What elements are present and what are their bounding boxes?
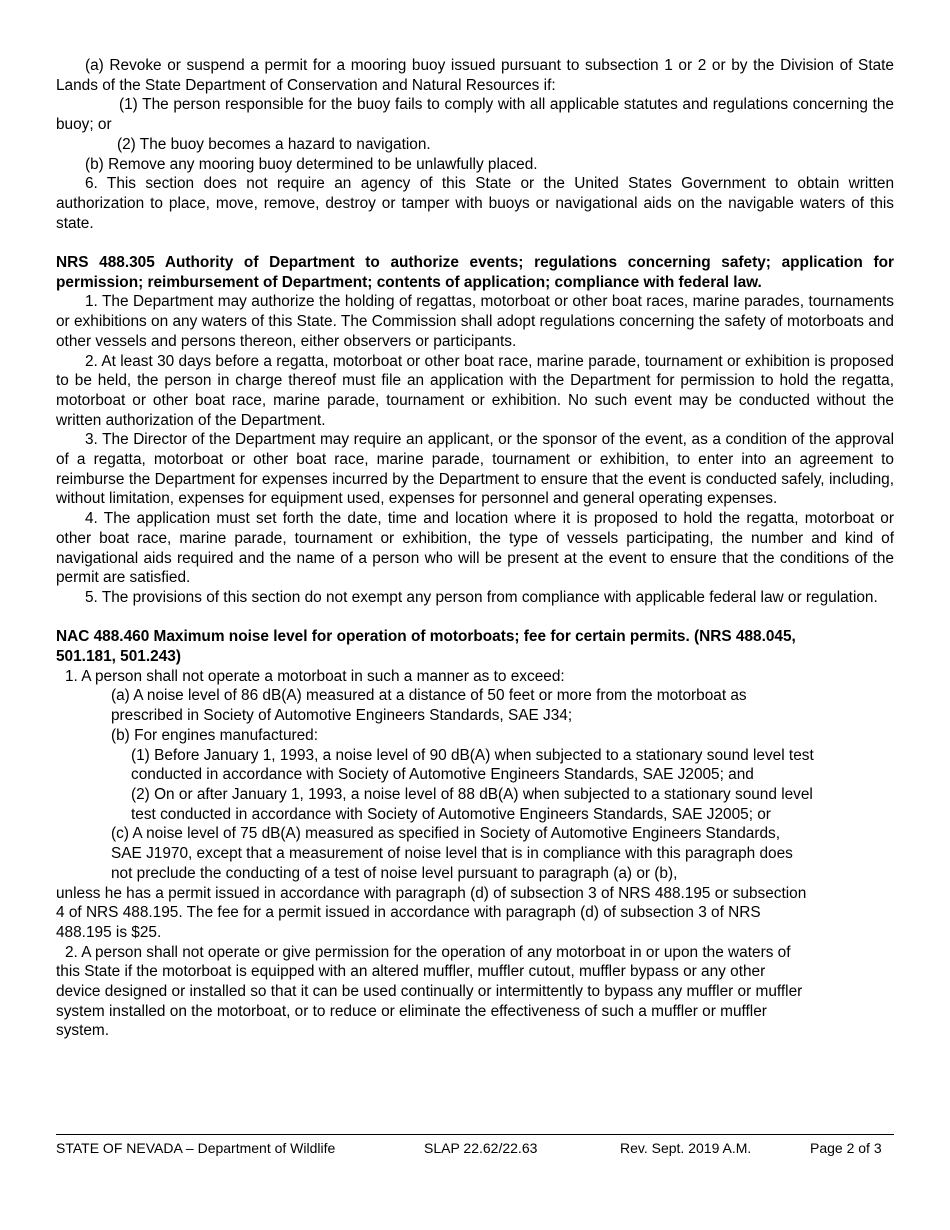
nac-item-c-line1: (c) A noise level of 75 dB(A) measured as specified in Society of Automotive Engineers Standards, bbox=[111, 825, 780, 843]
paragraph-a1: (1) The person responsible for the buoy fails to comply with all applicable statutes and regulations concerning the buoy; or bbox=[56, 96, 894, 134]
nac-item-b2-line1: (2) On or after January 1, 1993, a noise level of 88 dB(A) when subjected to a stationary sound level bbox=[131, 785, 813, 803]
nac-subsection-1: 1. A person shall not operate a motorboat in such a manner as to exceed: bbox=[65, 667, 565, 685]
paragraph-a: (a) Revoke or suspend a permit for a mooring buoy issued pursuant to subsection 1 or 2 or by the Division of State Lands of the State Department of Conservation and Natural Resources if: bbox=[56, 57, 894, 94]
paragraph-a2: (2) The buoy becomes a hazard to navigation. bbox=[117, 135, 431, 153]
nac-unless-line3: 488.195 is $25. bbox=[56, 923, 162, 941]
nac-unless-line2: 4 of NRS 488.195. The fee for a permit issued in accordance with paragraph (d) of subsection 3 of NRS bbox=[56, 904, 761, 922]
footer-revision: Rev. Sept. 2019 A.M. bbox=[620, 1140, 752, 1156]
nac-item-c-line3: not preclude the conducting of a test of noise level pursuant to paragraph (a) or (b), bbox=[111, 864, 678, 882]
nac-item-b: (b) For engines manufactured: bbox=[111, 726, 319, 744]
paragraph-b: (b) Remove any mooring buoy determined to be unlawfully placed. bbox=[85, 155, 538, 173]
nrs-paragraph-3: 3. The Director of the Department may require an applicant, or the sponsor of the event, as a condition of the approval of a regatta, motorboat or other boat race, marine parade, tournament or exhibition, to enter into an agreement to reimburse the Department for expenses incurred by the Department to ensure that the event is conducted safely, including, without limitation, expenses for equipment used, expenses for personnel and general operating expenses. bbox=[56, 431, 894, 508]
nrs-paragraph-5: 5. The provisions of this section do not exempt any person from compliance with applicable federal law or regulation. bbox=[85, 588, 878, 606]
document-body bbox=[56, 56, 894, 1041]
nrs-paragraph-4: 4. The application must set forth the date, time and location where it is proposed to hold the regatta, motorboat or other boat race, marine parade, tournament or exhibition, the type of vessels participating, the number and kind of navigational aids required and the name of a person who will be present at the event to ensure that the conditions of the permit are satisfied. bbox=[56, 510, 894, 587]
nac-item-a-line2: prescribed in Society of Automotive Engineers Standards, SAE J34; bbox=[111, 707, 573, 725]
footer-page-number: Page 2 of 3 bbox=[810, 1140, 882, 1156]
nac-item-a-line1: (a) A noise level of 86 dB(A) measured at a distance of 50 feet or more from the motorboat as bbox=[111, 687, 747, 705]
footer-agency: STATE OF NEVADA – Department of Wildlife bbox=[56, 1140, 336, 1156]
nrs-paragraph-2: 2. At least 30 days before a regatta, motorboat or other boat race, marine parade, tournament or exhibition is proposed to be held, the person in charge thereof must file an application with the Department for permission to hold the regatta, motorboat or other boat race, marine parade, tournament or exhibition. No such event may be conducted without the written authorization of the Department. bbox=[56, 352, 894, 429]
footer-code: SLAP 22.62/22.63 bbox=[424, 1140, 538, 1156]
nac-heading-line1: NAC 488.460 Maximum noise level for operation of motorboats; fee for certain permits. (NRS 488.045, bbox=[56, 628, 796, 646]
page-footer bbox=[56, 1134, 894, 1156]
nac-unless-line1: unless he has a permit issued in accordance with paragraph (d) of subsection 3 of NRS 488.195 or subsection bbox=[56, 884, 807, 902]
nac-subsection-2-line3: device designed or installed so that it can be used continually or intermittently to bypass any muffler or muffler bbox=[56, 983, 803, 1001]
nac-subsection-2-line4: system installed on the motorboat, or to reduce or eliminate the effectiveness of such a muffler or muffler bbox=[56, 1002, 767, 1020]
nac-item-b1-line2: conducted in accordance with Society of Automotive Engineers Standards, SAE J2005; and bbox=[131, 766, 754, 784]
nac-heading bbox=[56, 627, 894, 666]
nrs-paragraph-1: 1. The Department may authorize the holding of regattas, motorboat or other boat races, marine parades, tournaments or exhibitions on any waters of this State. The Commission shall adopt regulations concerning the safety of motorboats and other vessels and persons thereon, either observers or participants. bbox=[56, 293, 894, 350]
nrs-heading: NRS 488.305 Authority of Department to authorize events; regulations concerning safety; application for permission; reimbursement of Department; contents of application; compliance with federal law. bbox=[56, 254, 894, 291]
nac-subsection-2-line2: this State if the motorboat is equipped with an altered muffler, muffler cutout, muffler bypass or any other bbox=[56, 963, 766, 981]
nac-subsection-2-line5: system. bbox=[56, 1022, 110, 1040]
nac-item-b2-line2: test conducted in accordance with Society of Automotive Engineers Standards, SAE J2005; or bbox=[131, 805, 771, 823]
nac-item-c-line2: SAE J1970, except that a measurement of noise level that is in compliance with this paragraph does bbox=[111, 845, 793, 863]
nac-heading-line2: 501.181, 501.243) bbox=[56, 648, 181, 666]
paragraph-6: 6. This section does not require an agency of this State or the United States Government to obtain written authorization to place, move, remove, destroy or tamper with buoys or navigational aids on the navigable waters of this state. bbox=[56, 175, 894, 232]
nac-item-b1-line1: (1) Before January 1, 1993, a noise level of 90 dB(A) when subjected to a stationary sound level test bbox=[131, 746, 814, 764]
nac-subsection-2-line1: 2. A person shall not operate or give permission for the operation of any motorboat in or upon the waters of bbox=[65, 943, 791, 961]
